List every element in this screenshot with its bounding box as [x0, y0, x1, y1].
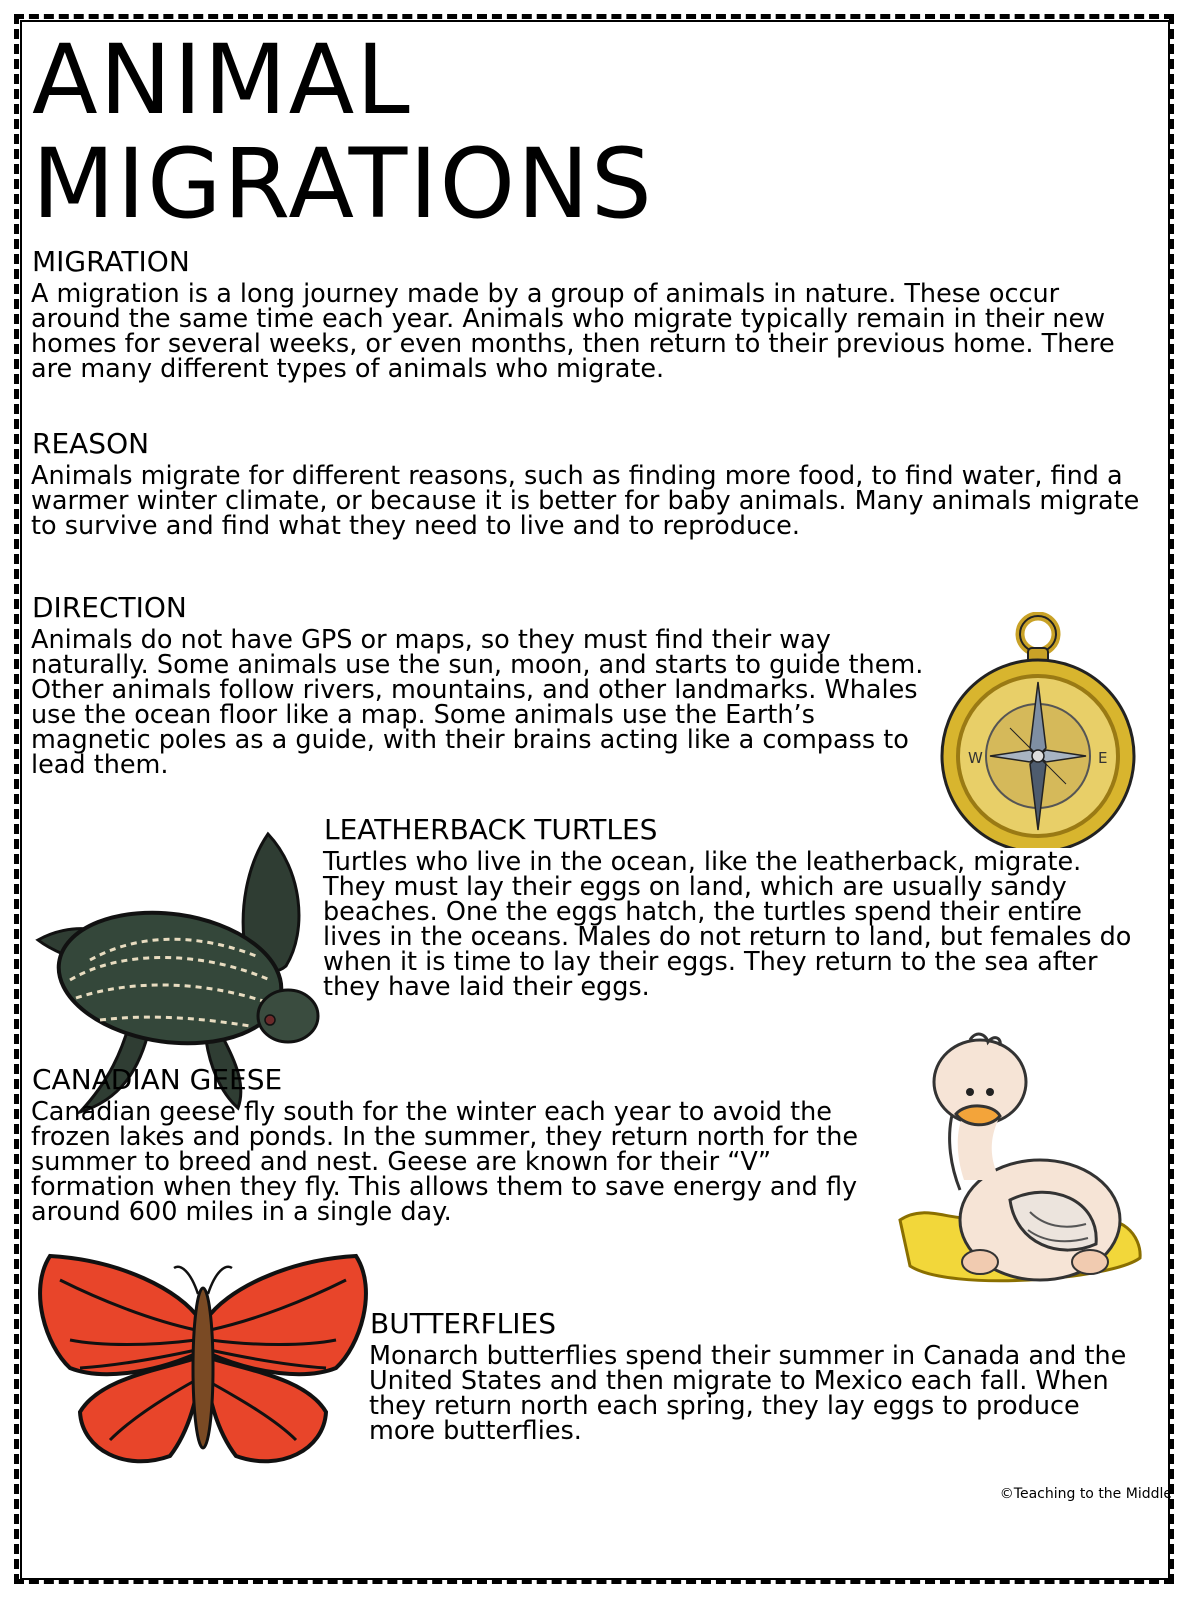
migration-body: A migration is a long journey made by a group of animals in nature. These occur around the same time each year. Animals who migrate typically remain in their new homes for several weeks, or even months, then return to their previous home. There are many different types of animals who migrate.: [31, 279, 1115, 384]
butterflies-body: Monarch butterflies spend their summer in Canada and the United States and then migrate to Mexico each fall. When they return north each spring, they lay eggs to produce more butterflies.: [369, 1341, 1127, 1446]
direction-body: Animals do not have GPS or maps, so they must find their way naturally. Some animals use the sun, moon, and starts to guide them. Other animals follow rivers, mountains, and other landmarks. Whales use the ocean floor like a map. Some animals use the Earth’s magnetic poles as a guide, with their brains acting like a compass to lead them.: [31, 625, 924, 780]
turtles-body: Turtles who live in the ocean, like the leatherback, migrate. They must lay their eggs on land, which are usually sandy beaches. One the eggs hatch, the turtles spend their entire lives in the oceans. Males do not return to land, but females do when it is time to lay their eggs. They return to the sea after they have laid their eggs.: [323, 847, 1132, 1002]
butterfly-icon: [30, 1250, 376, 1474]
goose-icon: [890, 1030, 1150, 1310]
copyright-notice: ©Teaching to the Middle: [999, 1486, 1172, 1502]
page-title: ANIMAL MIGRATIONS: [32, 24, 654, 240]
direction-heading: DIRECTION: [32, 591, 187, 624]
reason-heading: REASON: [32, 427, 150, 460]
geese-body: Canadian geese fly south for the winter each year to avoid the frozen lakes and ponds. In the summer, they return north for the summer to breed and nest. Geese are known for their “V” formation when they fly. This allows them to save energy and fly around 600 miles in a single day.: [31, 1097, 859, 1227]
geese-heading: CANADIAN GEESE: [32, 1063, 283, 1096]
migration-heading: MIGRATION: [32, 245, 190, 278]
compass-west-label: W: [968, 749, 983, 767]
butterflies-heading: BUTTERFLIES: [370, 1307, 556, 1340]
compass-east-label: E: [1098, 749, 1108, 767]
compass-icon: [930, 612, 1146, 848]
turtles-heading: LEATHERBACK TURTLES: [324, 813, 658, 846]
reason-body: Animals migrate for different reasons, such as finding more food, to find water, find a warmer winter climate, or because it is better for baby animals. Many animals migrate to survive and find what they need to live and to reproduce.: [31, 461, 1140, 541]
